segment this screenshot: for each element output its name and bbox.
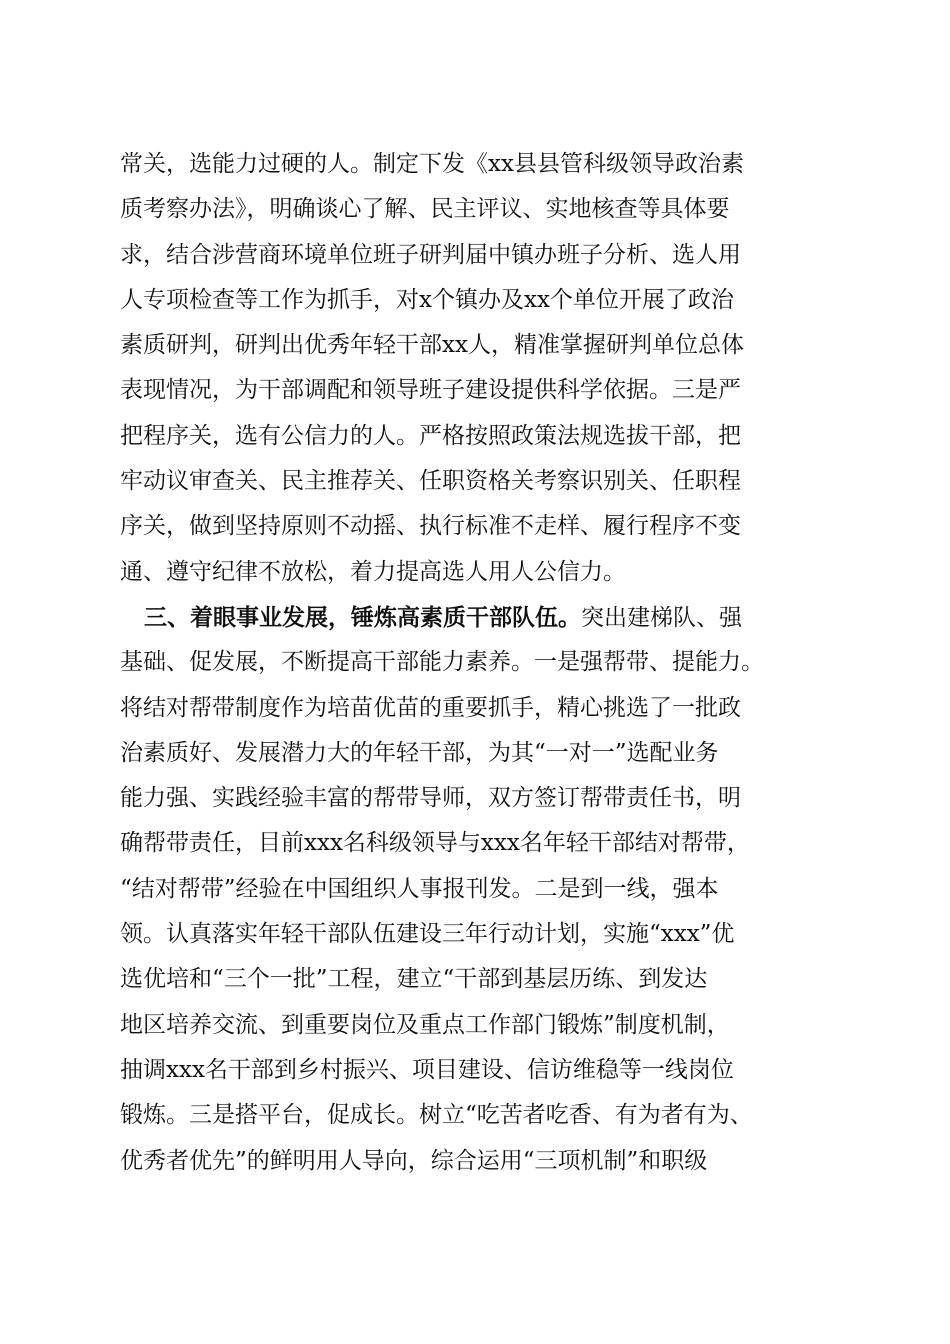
text-line: 确帮带责任，目前xxx名科级领导与xxx名年轻干部结对帮带， xyxy=(120,830,750,857)
text-line: 牢动议审查关、民主推荐关、任职资格关考察识别关、任职程 xyxy=(120,468,741,495)
text-line: 表现情况，为干部调配和领导班子建设提供科学依据。三是严 xyxy=(120,377,741,404)
text-line: “结对帮带”经验在中国组织人事报刊发。二是到一线，强本 xyxy=(120,875,719,902)
text-line: 选优培和“三个一批”工程，建立“干部到基层历练、到发达 xyxy=(120,966,708,993)
text-line: 求，结合涉营商环境单位班子研判届中镇办班子分析、选人用 xyxy=(120,241,741,268)
body-text xyxy=(120,142,830,1184)
text-line: 将结对帮带制度作为培苗优苗的重要抓手，精心挑选了一批政 xyxy=(120,694,741,721)
text-line: 序关，做到坚持原则不动摇、执行标准不走样、履行程序不变 xyxy=(120,513,741,540)
text-line: 常关，选能力过硬的人。制定下发《xx县县管科级领导政治素 xyxy=(120,151,744,177)
text-line: 地区培养交流、到重要岗位及重点工作部门锻炼”制度机制， xyxy=(120,1011,730,1038)
text-line: 通、遵守纪律不放松，着力提高选人用人公信力。 xyxy=(120,558,626,585)
text-line: 基础、促发展，不断提高干部能力素养。一是强帮带、提能力。 xyxy=(120,649,764,676)
text-line: 优秀者优先”的鲜明用人导向，综合运用“三项机制”和职级 xyxy=(120,1147,708,1174)
section-heading: 三、着眼事业发展，锤炼高素质干部队伍。 xyxy=(144,603,581,631)
text-line: 素质研判，研判出优秀年轻干部xx人，精准掌握研判单位总体 xyxy=(120,332,744,359)
section-heading-line xyxy=(120,595,830,640)
text-line: 质考察办法》，明确谈心了解、民主评议、实地核查等具体要 xyxy=(120,196,730,223)
text-line: 人专项检查等工作为抓手，对x个镇办及xx个单位开展了政治 xyxy=(120,286,734,313)
text-line: 治素质好、发展潜力大的年轻干部，为其“一对一”选配业务 xyxy=(120,739,719,766)
text-line: 能力强、实践经验丰富的帮带导师，双方签订帮带责任书，明 xyxy=(120,785,741,812)
section-heading-rest: 突出建梯队、强 xyxy=(581,604,742,631)
text-line: 领。认真落实年轻干部队伍建设三年行动计划，实施“xxx”优 xyxy=(120,921,735,948)
text-line: 锻炼。三是搭平台，促成长。树立“吃苦者吃香、有为者有为、 xyxy=(120,1102,753,1129)
text-line: 把程序关，选有公信力的人。严格按照政策法规选拔干部，把 xyxy=(120,422,741,449)
text-line: 抽调xxx名干部到乡村振兴、项目建设、信访维稳等一线岗位 xyxy=(120,1056,734,1083)
